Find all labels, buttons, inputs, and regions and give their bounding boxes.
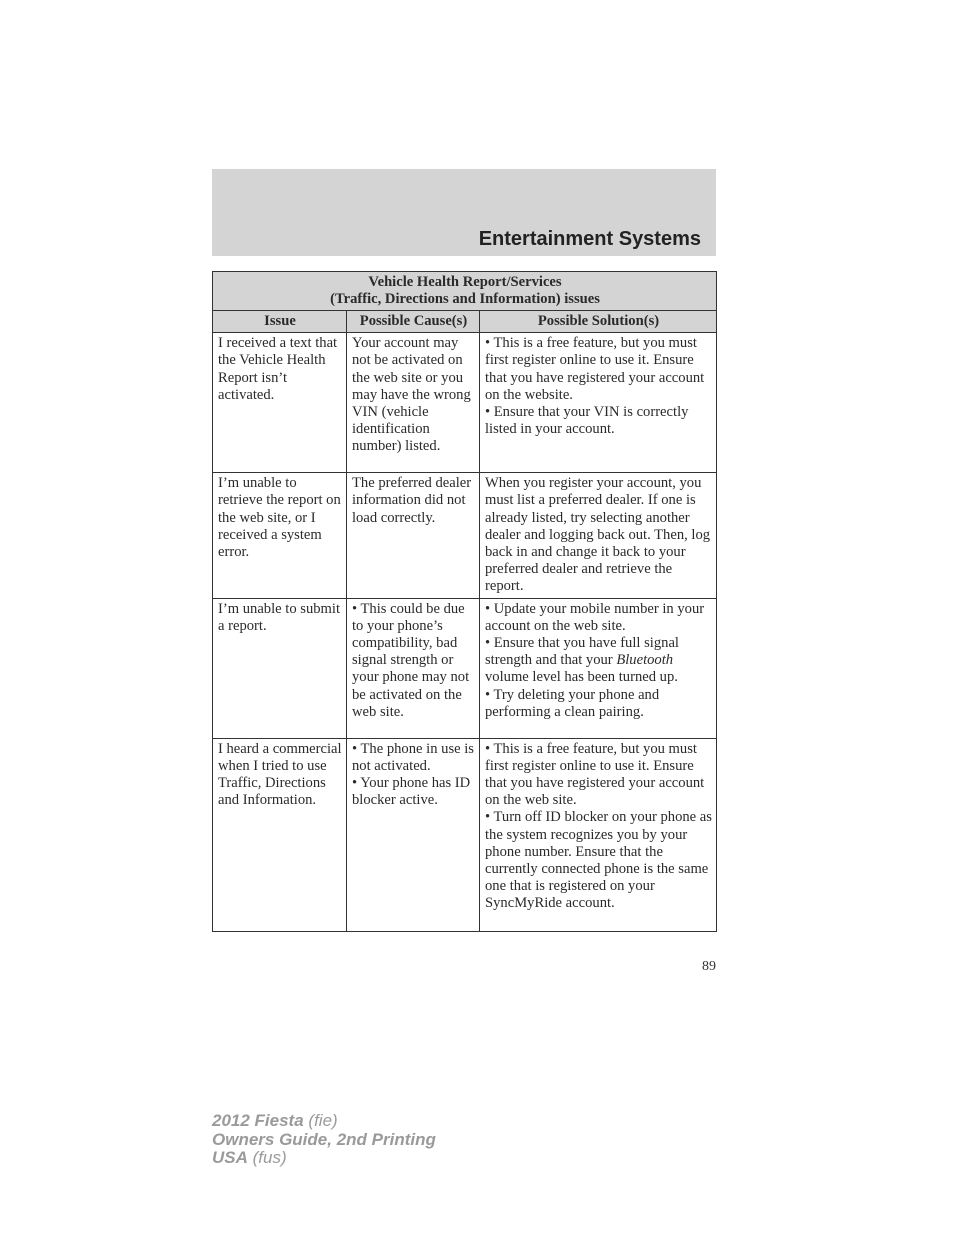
solution-cell	[480, 598, 717, 738]
footer-line-market	[212, 1149, 436, 1168]
table-caption	[213, 272, 717, 311]
footer-guide: Owners Guide, 2nd Printing	[212, 1129, 436, 1149]
solution-item: • This is a free feature, but you must first register online to use it. Ensure that you have registered your account on the web site.	[485, 740, 705, 809]
table-row	[213, 598, 717, 738]
cause-item: • Your phone has ID blocker active.	[352, 775, 471, 809]
table-row	[213, 738, 717, 931]
issues-table	[212, 271, 717, 932]
section-header-band	[212, 169, 716, 256]
solution-text: • Ensure that you have full signal strength and that your	[485, 635, 679, 669]
issue-cell: I’m unable to retrieve the report on the web site, or I received a system error.	[213, 473, 347, 598]
issue-cell: I’m unable to submit a report.	[213, 598, 347, 738]
footer-model-code: (fie)	[303, 1111, 338, 1130]
issue-cell: I heard a commercial when I tried to use Traffic, Directions and Information.	[213, 738, 347, 931]
cause-item: • The phone in use is not activated.	[352, 740, 474, 774]
section-title: Entertainment Systems	[478, 228, 701, 250]
column-header-issue: Issue	[213, 311, 347, 333]
footer-model: 2012 Fiesta	[212, 1111, 304, 1130]
footer-line-model	[212, 1112, 436, 1131]
bluetooth-term: Bluetooth	[616, 652, 674, 669]
column-header-solution: Possible Solution(s)	[480, 311, 717, 333]
solution-item: • Turn off ID blocker on your phone as the system recognizes you by your phone number. Ensure that the currently connected phone is the same one that is registered on your SyncMyRide account.	[485, 809, 712, 912]
solution-item: When you register your account, you must list a preferred dealer. If one is already listed, try selecting another dealer and logging back out. Then, log back in and change it back to your preferred dealer and retrieve the report.	[485, 475, 711, 595]
page-number: 89	[702, 959, 716, 974]
table-caption-line2: (Traffic, Directions and Information) issues	[330, 291, 600, 307]
table-header-row	[213, 311, 717, 333]
solution-item: • Ensure that your VIN is correctly listed in your account.	[485, 404, 689, 438]
footer-line-guide	[212, 1131, 436, 1150]
table-row	[213, 473, 717, 598]
solution-cell	[480, 473, 717, 598]
issue-cell: I received a text that the Vehicle Health Report isn’t activated.	[213, 333, 347, 473]
footer-market: USA	[212, 1148, 248, 1167]
cause-cell	[347, 738, 480, 931]
cause-cell: • This could be due to your phone’s compatibility, bad signal strength or your phone may not be activated on the web site.	[347, 598, 480, 738]
solution-cell	[480, 738, 717, 931]
cause-cell: The preferred dealer information did not load correctly.	[347, 473, 480, 598]
table-row	[213, 333, 717, 473]
cause-cell: Your account may not be activated on the web site or you may have the wrong VIN (vehicle identification number) listed.	[347, 333, 480, 473]
solution-item: • Update your mobile number in your account on the web site.	[485, 600, 705, 634]
solution-item: • Try deleting your phone and performing a clean pairing.	[485, 686, 660, 720]
solution-item: • This is a free feature, but you must first register online to use it. Ensure that you have registered your account on the website.	[485, 335, 705, 403]
table-caption-row	[213, 272, 717, 311]
footer-market-code: (fus)	[247, 1148, 287, 1167]
table-caption-line1: Vehicle Health Report/Services	[368, 274, 562, 290]
footer-publication-info	[212, 1112, 436, 1168]
solution-item	[485, 635, 712, 687]
solution-text: volume level has been turned up.	[485, 669, 678, 686]
column-header-cause: Possible Cause(s)	[347, 311, 480, 333]
solution-cell	[480, 333, 717, 473]
